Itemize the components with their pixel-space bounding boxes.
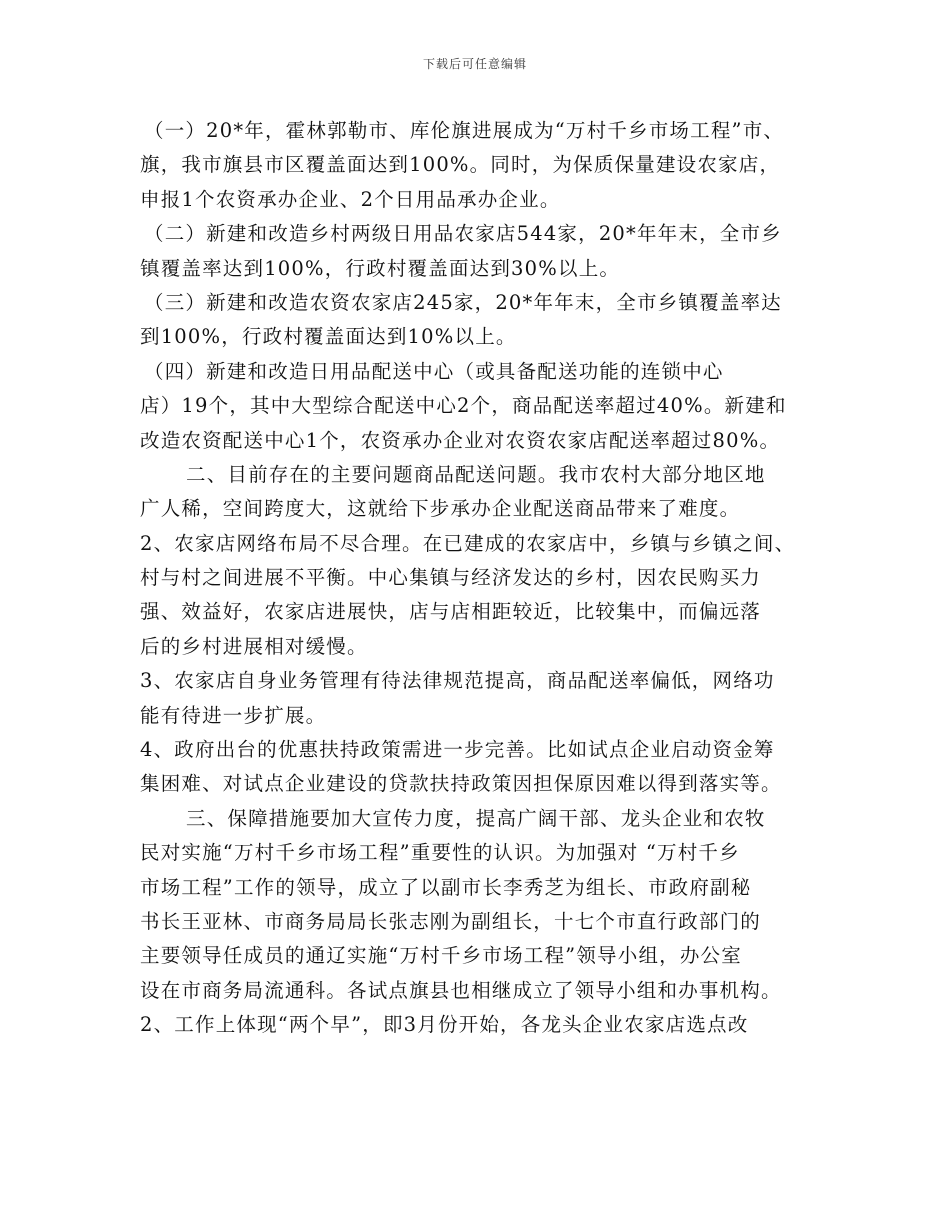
text-line: 民对实施“万村千乡市场工程”重要性的认识。为加强对 “万村千乡 [140, 841, 740, 865]
text-line: 强、效益好，农家店进展快，店与店相距较近，比较集中，而偏远落 [140, 600, 762, 624]
text-line: 书长王亚林、市商务局局长张志刚为副组长，十七个市直行政部门的 [140, 909, 762, 933]
text-line: 村与村之间进展不平衡。中心集镇与经济发达的乡村，因农民购买力 [140, 566, 762, 590]
text-line: 2、工作上体现“两个早”，即3月份开始，各龙头企业农家店选点改 [140, 1013, 749, 1037]
text-line: （四）新建和改造日用品配送中心（或具备配送功能的连锁中心 [144, 359, 724, 383]
text-line: 改造农资配送中心1个，农资承办企业对农资农家店配送率超过80%。 [140, 428, 781, 452]
page-header: 下载后可任意编辑 [422, 57, 527, 71]
text-line: 能有待进一步扩展。 [140, 703, 327, 727]
text-line: 旗，我市旗县市区覆盖面达到100%。同时，为保质保量建设农家店， [140, 153, 781, 177]
text-line: 3、农家店自身业务管理有待法律规范提高，商品配送率偏低，网络功 [140, 669, 775, 693]
text-line: （一）20*年，霍林郭勒市、库伦旗进展成为“万村千乡市场工程”市、 [144, 119, 785, 142]
text-line: 店）19个，其中大型综合配送中心2个，商品配送率超过40%。新建和 [140, 394, 787, 418]
text-line: （三）新建和改造农资农家店245家，20*年年末，全市乡镇覆盖率达 [144, 290, 782, 314]
text-line: 三、保障措施要加大宣传力度，提高广阔干部、龙头企业和农牧 [186, 806, 766, 830]
text-line: 集困难、对试点企业建设的贷款扶持政策因担保原因难以得到落实等。 [140, 772, 782, 796]
text-line: 申报1个农资承办企业、2个日用品承办企业。 [140, 187, 561, 211]
text-line: 广人稀，空间跨度大，这就给下步承办企业配送商品带来了难度。 [140, 497, 741, 521]
text-line: 设在市商务局流通科。各试点旗县也相继成立了领导小组和办事机构。 [140, 978, 782, 1002]
text-line: 到100%，行政村覆盖面达到10%以上。 [140, 325, 517, 349]
document-body [140, 114, 840, 1043]
text-line: 二、目前存在的主要问题商品配送问题。我市农村大部分地区地 [186, 462, 766, 486]
text-line: （二）新建和改造乡村两级日用品农家店544家，20*年年末，全市乡 [144, 222, 782, 246]
text-line: 4、政府出台的优惠扶持政策需进一步完善。比如试点企业启动资金筹 [140, 738, 775, 762]
text-line: 镇覆盖率达到100%，行政村覆盖面达到30%以上。 [140, 256, 621, 280]
text-line: 后的乡村进展相对缓慢。 [140, 634, 368, 658]
text-line: 2、农家店网络布局不尽合理。在已建成的农家店中，乡镇与乡镇之间、 [140, 531, 796, 555]
text-line: 市场工程”工作的领导，成立了以副市长李秀芝为组长、市政府副秘 [140, 875, 752, 899]
text-line: 主要领导任成员的通辽实施“万村千乡市场工程”领导小组，办公室 [140, 944, 742, 968]
